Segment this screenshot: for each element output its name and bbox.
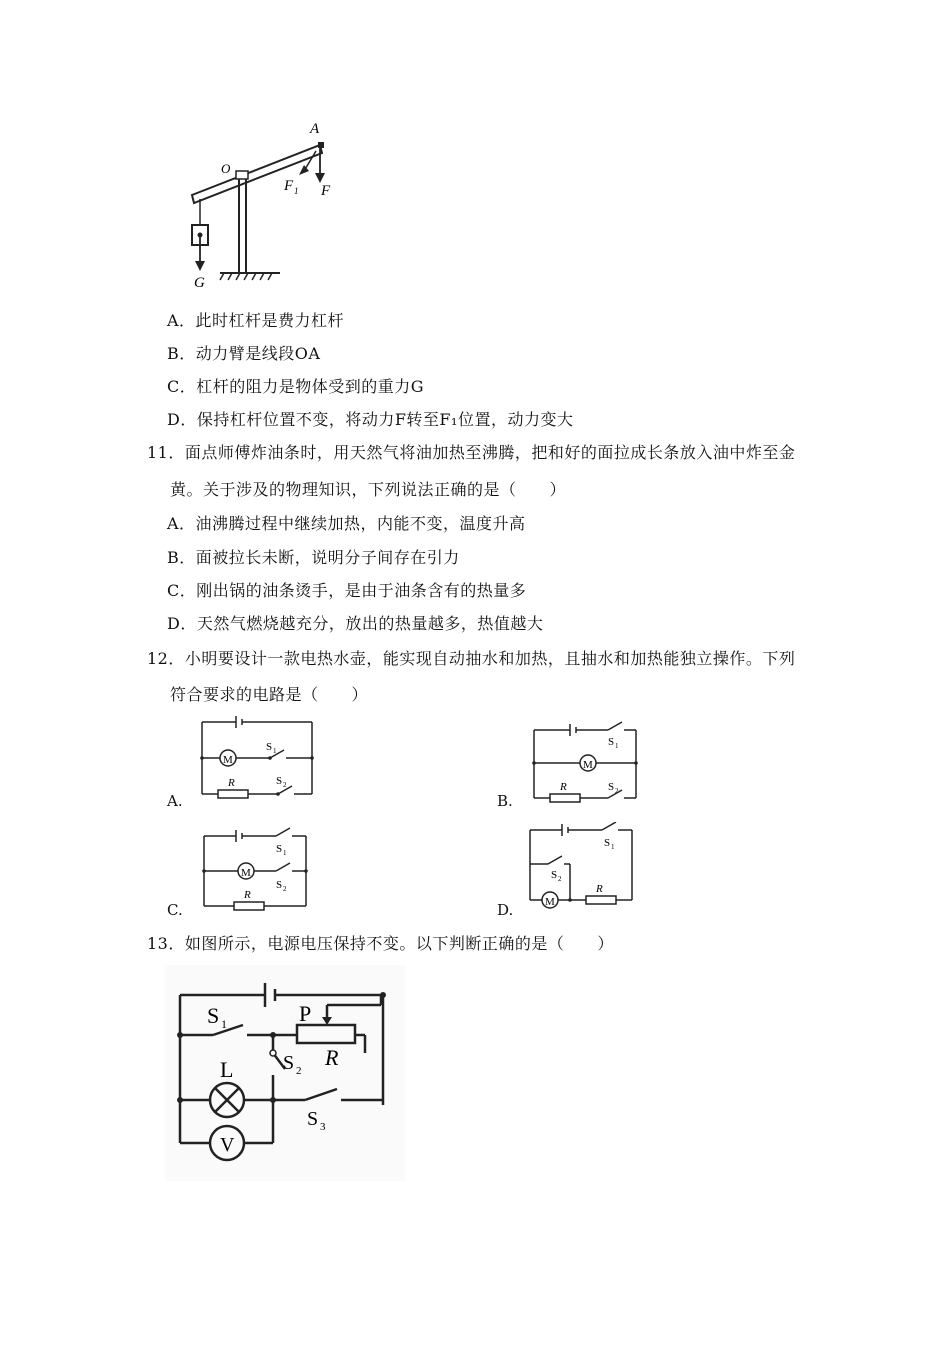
svg-text:M: M bbox=[545, 896, 555, 908]
svg-text:1: 1 bbox=[615, 742, 619, 750]
svg-text:R: R bbox=[228, 777, 235, 789]
q10-option-c: C．杠杆的阻力是物体受到的重力G bbox=[167, 377, 425, 396]
svg-text:S: S bbox=[276, 879, 283, 891]
label-O: O bbox=[221, 161, 231, 176]
q12-stem-line1: 12．小明要设计一款电热水壶，能实现自动抽水和加热，且抽水和加热能独立操作。下列 bbox=[147, 649, 796, 668]
svg-text:2: 2 bbox=[283, 781, 287, 789]
q12-stem-line2: 符合要求的电路是（ ） bbox=[170, 685, 369, 704]
q11-option-b: B．面被拉长未断，说明分子间存在引力 bbox=[167, 548, 460, 567]
label-F: F bbox=[321, 183, 331, 199]
label-A: A bbox=[310, 121, 320, 137]
label-G: G bbox=[194, 275, 205, 291]
q12-circuit-b bbox=[524, 720, 644, 806]
label-F1: F bbox=[284, 178, 294, 194]
svg-text:S: S bbox=[604, 837, 611, 849]
svg-text:S: S bbox=[608, 781, 615, 793]
label-F1-sub: 1 bbox=[294, 186, 299, 196]
svg-text:1: 1 bbox=[221, 1017, 227, 1031]
svg-text:S: S bbox=[276, 843, 283, 855]
svg-text:M: M bbox=[583, 759, 593, 771]
svg-text:2: 2 bbox=[283, 885, 287, 893]
q10-option-a: A．此时杠杆是费力杠杆 bbox=[167, 311, 345, 330]
q12-label-a: A. bbox=[167, 792, 183, 810]
svg-text:V: V bbox=[220, 1134, 235, 1156]
q11-stem-line2: 黄。关于涉及的物理知识，下列说法正确的是（ ） bbox=[170, 480, 567, 499]
svg-text:S: S bbox=[276, 775, 283, 787]
q11-option-a: A．油沸腾过程中继续加热，内能不变，温度升高 bbox=[167, 514, 526, 533]
svg-text:S: S bbox=[266, 741, 273, 753]
q10-option-d: D．保持杠杆位置不变，将动力F转至F₁位置，动力变大 bbox=[167, 410, 574, 429]
svg-text:M: M bbox=[241, 867, 251, 879]
q11-option-d: D．天然气燃烧越充分，放出的热量越多，热值越大 bbox=[167, 614, 544, 633]
q12-circuit-a bbox=[192, 712, 322, 802]
lever-figure bbox=[180, 115, 350, 295]
svg-text:1: 1 bbox=[283, 849, 287, 857]
svg-text:R: R bbox=[244, 889, 251, 901]
q12-circuit-c bbox=[194, 826, 314, 912]
svg-text:S: S bbox=[551, 869, 558, 881]
svg-text:1: 1 bbox=[273, 747, 277, 755]
svg-text:L: L bbox=[220, 1057, 234, 1082]
svg-text:R: R bbox=[596, 883, 603, 895]
svg-text:3: 3 bbox=[320, 1121, 326, 1133]
svg-text:2: 2 bbox=[615, 787, 619, 795]
svg-text:1: 1 bbox=[611, 843, 615, 851]
q11-stem-line1: 11．面点师傅炸油条时，用天然气将油加热至沸腾，把和好的面拉成长条放入油中炸至金 bbox=[147, 443, 796, 462]
svg-text:2: 2 bbox=[558, 875, 562, 883]
svg-text:R: R bbox=[325, 1045, 339, 1070]
svg-text:S: S bbox=[207, 1003, 220, 1028]
q12-label-d: D. bbox=[497, 901, 514, 919]
q12-label-b: B. bbox=[497, 792, 513, 810]
svg-text:P: P bbox=[299, 1001, 312, 1026]
q12-label-c: C. bbox=[167, 901, 183, 919]
svg-text:S: S bbox=[307, 1108, 319, 1130]
q12-circuit-d bbox=[520, 822, 645, 914]
svg-text:2: 2 bbox=[296, 1065, 302, 1077]
q10-option-b: B．动力臂是线段OA bbox=[167, 344, 321, 363]
q11-option-c: C．刚出锅的油条烫手，是由于油条含有的热量多 bbox=[167, 581, 527, 600]
svg-text:R: R bbox=[560, 781, 567, 793]
svg-text:S: S bbox=[608, 736, 615, 748]
q13-circuit-figure bbox=[165, 965, 405, 1181]
svg-text:S: S bbox=[283, 1052, 295, 1074]
q13-stem: 13．如图所示，电源电压保持不变。以下判断正确的是（ ） bbox=[147, 934, 614, 953]
motor-label: M bbox=[223, 754, 233, 766]
